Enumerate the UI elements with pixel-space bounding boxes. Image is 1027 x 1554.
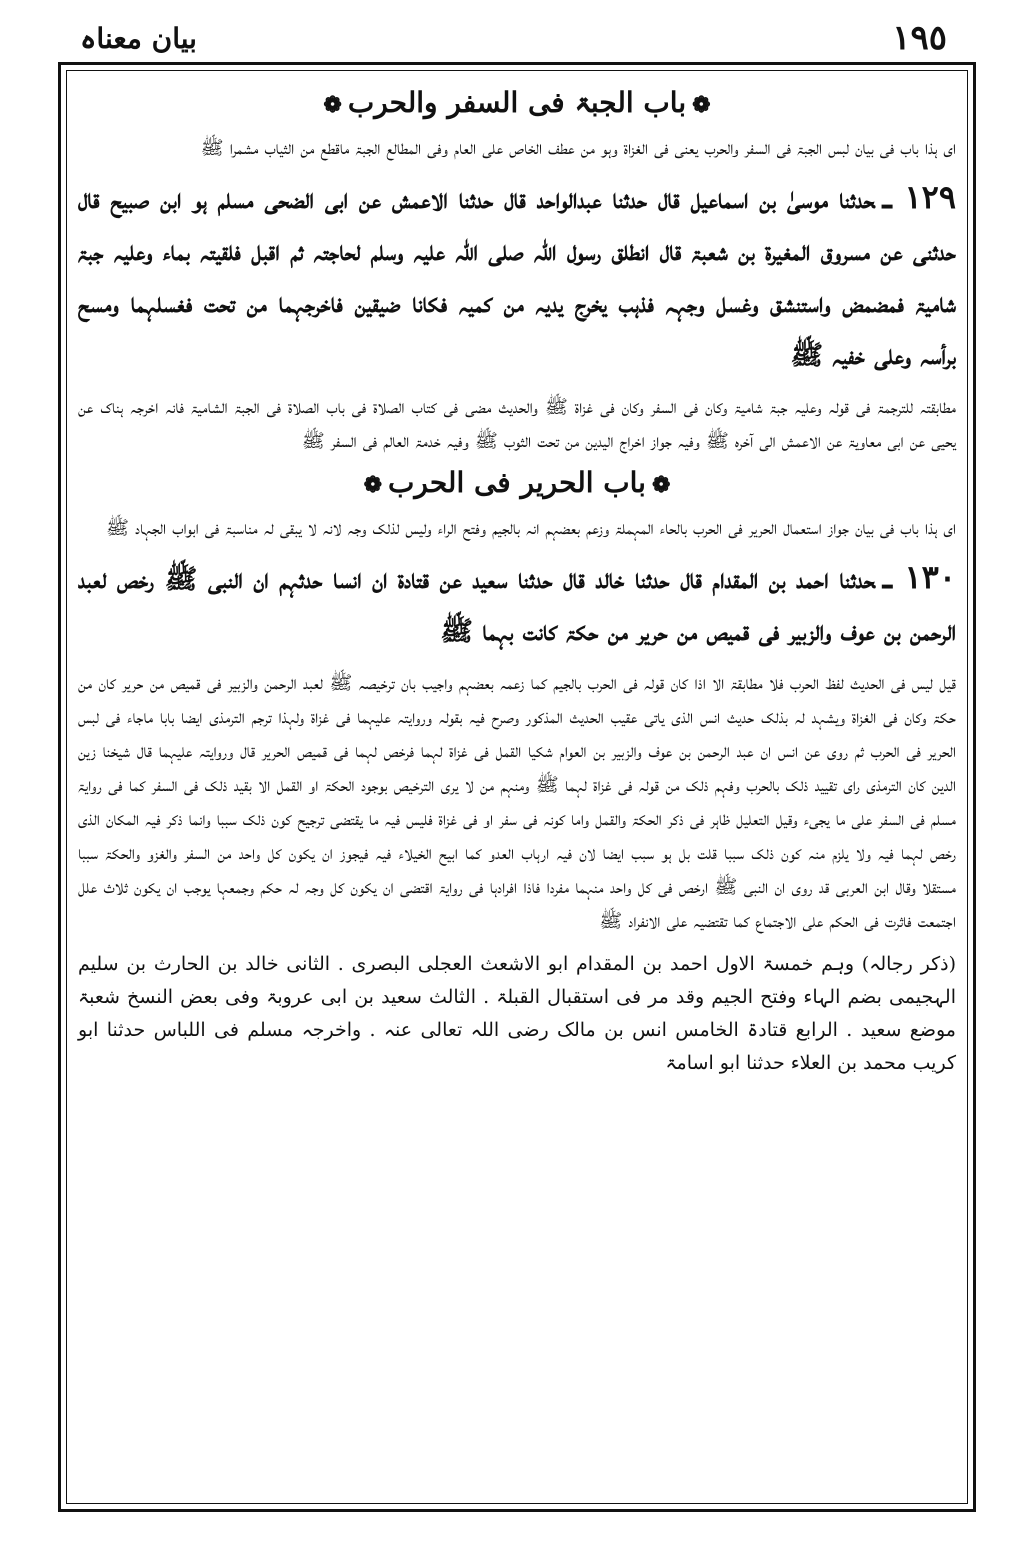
chapter-commentary-2: ای ہذا باب فی بیان جواز استعمال الحریر فی الحرب بالحاء المہملۃ وزعم بعضہم انہ بالجیم وفتح الراء ولیس لذلک وجہ لانہ لا یبقی لہ مناسبۃ فی ابواب الجہاد ﷺ [106, 517, 956, 539]
chapter-heading-text: باب الجبۃ فی السفر والحرب [347, 86, 687, 119]
page-body [78, 78, 956, 1080]
ornament-icon: ❁ [692, 92, 711, 118]
hadith-129 [78, 171, 956, 382]
running-title: بیان معناہ [80, 21, 197, 55]
hadith-explanation-2: قیل لیس فی الحدیث لفظ الحرب فلا مطابقۃ الا اذا کان قولہ فی الحرب بالجیم کما زعمہ بعضہم واجیب بان ترخیصہ ﷺ لعبد الرحمن والزبیر فی قمیص من حریر کان من حکۃ وکان فی الغزاۃ ویشہد لہ بذلک حدیث انس الذی یاتی عقیب الحدیث المذکور وصرح فیہ بقولہ وروایتہ علیہما فی غزاۃ ولہذا ترجم الترمذی ایضا بابا ماجاء فی لبس الحریر فی الحرب ثم روی عن انس ان عبد الرحمن بن عوف والزبیر بن العوام شکیا القمل فی غزاۃ لہما فرخص لہما فی قمیص الحریر قال وروایتہ علیہما قال شیخنا زین الدین کان الترمذی رای تقیید ذلک بالحرب وفہم ذلک من قولہ فی غزاۃ لہما ﷺ ومنہم من لا یری الترخیص بوجود الحکۃ او القمل الا بقید ذلک فی السفر کما فی روایۃ مسلم فی السفر علی ما یجیء وقیل التعلیل ظاہر فی ذکر الحکۃ والقمل واما کونہ فی سفر او فی غزاۃ فلیس فیہ ما یقتضی ترجیح کون ذلک سببا وانما ذکر فیہ المکان الذی رخص لہما فیہ ولا یلزم منہ کون ذلک سببا قلت بل ہو سبب ایضا لان فیہ ارہاب العدو کما ابیح الخیلاء فیہ فیجوز ان یکون کل واحد من السفر والغزو والحکۃ سببا مستقلا وقال ابن العربی قد روی ان النبی ﷺ ارخص فی کل واحد منہما مفردا فاذا افرادہا فی روایۃ اقتضی ان یکون کل وجہ لہ حکم وجمعہا یوجب ان یکون ثلاث علل اجتمعت فاثرت فی الحکم علی الاجتماع کما تقتضیہ علی الانفراد ﷺ [78, 672, 957, 932]
chapter-heading-text: باب الحریر فی الحرب [388, 466, 646, 499]
hadith-130 [78, 551, 956, 658]
ornament-icon: ❁ [651, 472, 671, 498]
hadith-text: حدثنا موسیٰ بن اسماعیل قال حدثنا عبدالواحد قال حدثنا الاعمش عن ابی الضحی مسلم ہو ابن صبیح قال حدثنی عن مسروق المغیرۃ بن شعبۃ قال انطلق رسول اللہ صلی اللہ علیہ وسلم لحاجتہ ثم اقبل فلقیتہ بماء وعلیہ جبۃ شامیۃ فمضمض واستنشق وغسل وجہہ فذہب یخرج یدیہ من کمیہ فکانا ضیقین فاخرجہما من تحت فغسلہما ومسح برأسہ وعلی خفیہ ﷺ [78, 184, 956, 371]
hadith-number: ١٢٩ ـ [882, 178, 957, 216]
chapter-commentary-1: ای ہذا باب فی بیان لبس الجبۃ فی السفر والحرب یعنی فی الغزاۃ وہو من عطف الخاص علی العام وفی المطالع الجبۃ ماقطع من الثیاب مشمرا ﷺ [200, 137, 956, 159]
ornament-icon: ❁ [363, 472, 383, 498]
ornament-icon: ❁ [323, 92, 342, 118]
hadith-number: ١٣٠ ـ [882, 558, 957, 596]
hadith-explanation-1: مطابقتہ للترجمۃ فی قولہ وعلیہ جبۃ شامیۃ وکان فی السفر وکان فی غزاۃ ﷺ والحدیث مضی فی کتاب الصلاۃ فی باب الصلاۃ فی الجبۃ الشامیۃ فانہ اخرجہ ہناک عن یحیی عن ابی معاویۃ عن الاعمش الی آخرہ ﷺ وفیہ جواز اخراج الیدین من تحت الثوب ﷺ وفیہ خدمۃ العالم فی السفر ﷺ [78, 396, 956, 452]
page-number: ١٩٥ [892, 18, 947, 58]
narrators-section: (ذکر رجالہ) وہم خمسۃ الاول احمد بن المقدام ابو الاشعث العجلی البصری . الثانی خالد بن الحارث بن سلیم الہجیمی بضم الہاء وفتح الجیم وقد مر فی استقبال القبلۃ . الثالث سعید بن ابی عروبۃ وفی بعض النسخ شعبۃ موضع سعید . الرابع قتادۃ الخامس انس بن مالک رضی اللہ تعالی عنہ . واخرجہ مسلم فی اللباس حدثنا ابو کریب محمد بن العلاء حدثنا ابو اسامۃ [78, 953, 956, 1074]
chapter-heading-1 [78, 86, 956, 119]
page-header [80, 14, 947, 62]
chapter-heading-2 [78, 466, 956, 499]
hadith-text: حدثنا احمد بن المقدام قال حدثنا خالد قال حدثنا سعید عن قتادۃ ان انسا حدثہم ان النبی ﷺ رخص لعبد الرحمن بن عوف والزبیر فی قمیص من حریر من حکۃ کانت بہما ﷺ [78, 564, 956, 647]
